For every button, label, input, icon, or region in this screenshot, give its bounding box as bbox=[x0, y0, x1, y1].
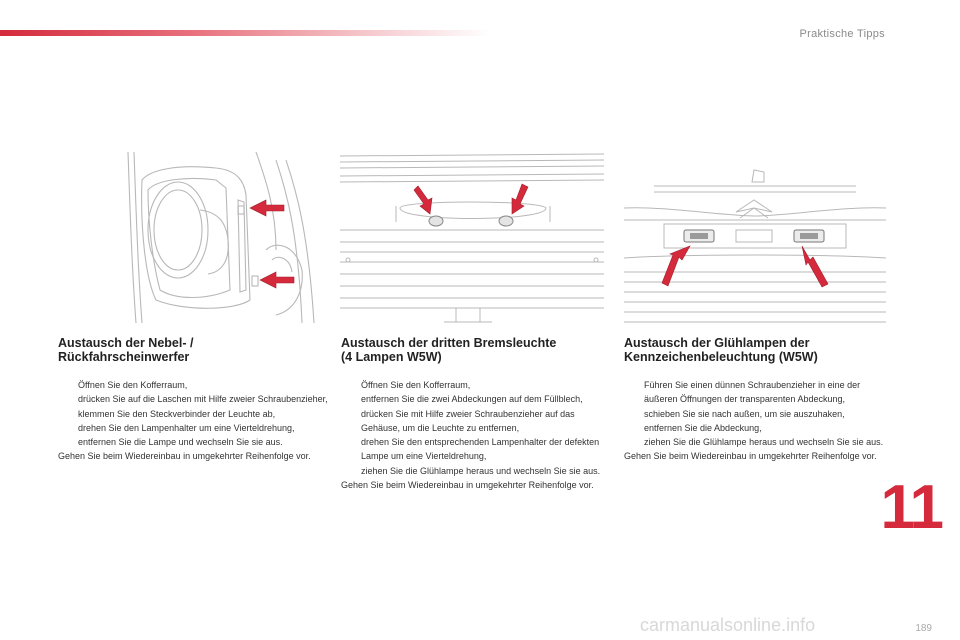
top-accent-bar bbox=[0, 30, 490, 36]
step-item bbox=[624, 421, 894, 435]
step-item bbox=[58, 407, 328, 421]
step-item bbox=[624, 407, 894, 421]
step-item bbox=[341, 464, 611, 478]
rear-lamp-illustration bbox=[126, 150, 318, 325]
section-heading bbox=[58, 336, 328, 364]
heading-line: (4 Lampen W5W) bbox=[341, 350, 442, 364]
plate-light-illustration bbox=[624, 168, 886, 325]
column-third-brake-light bbox=[341, 336, 611, 492]
step-text: entfernen Sie die Lampe und wechseln Sie sie aus. bbox=[78, 437, 283, 448]
section-heading bbox=[624, 336, 894, 364]
section-label: Praktische Tipps bbox=[799, 28, 885, 40]
third-brake-light-illustration bbox=[340, 150, 604, 325]
step-item bbox=[58, 392, 328, 406]
step-list bbox=[58, 378, 328, 449]
heading-line: Austausch der Glühlampen der bbox=[624, 336, 810, 350]
reassembly-note: Gehen Sie beim Wiedereinbau in umgekehrter Reihenfolge vor. bbox=[341, 480, 594, 491]
step-item bbox=[624, 435, 894, 449]
step-text: drücken Sie auf die Laschen mit Hilfe zweier Schraubenzieher, bbox=[78, 394, 328, 405]
step-text: drücken Sie mit Hilfe zweier Schraubenzieher auf das Gehäuse, um die Leuchte zu entfernen, bbox=[361, 408, 575, 433]
step-text: drehen Sie den entsprechenden Lampenhalter der defekten Lampe um eine Vierteldrehung, bbox=[361, 437, 600, 462]
step-text: ziehen Sie die Glühlampe heraus und wechseln Sie sie aus. bbox=[644, 437, 884, 448]
column-fog-reversing-lamp bbox=[58, 336, 328, 464]
step-text: Öffnen Sie den Kofferraum, bbox=[361, 380, 471, 390]
reassembly-note: Gehen Sie beim Wiedereinbau in umgekehrter Reihenfolge vor. bbox=[624, 451, 877, 462]
step-item bbox=[341, 407, 611, 436]
step-text: ziehen Sie die Glühlampe heraus und wechseln Sie sie aus. bbox=[361, 465, 601, 476]
step-text: entfernen Sie die Abdeckung, bbox=[644, 422, 762, 433]
step-text: Öffnen Sie den Kofferraum, bbox=[78, 380, 188, 390]
step-text: entfernen Sie die zwei Abdeckungen auf dem Füllblech, bbox=[361, 394, 583, 405]
heading-line: Kennzeichenbeleuchtung (W5W) bbox=[624, 350, 818, 364]
step-item bbox=[624, 378, 894, 407]
step-item bbox=[341, 392, 611, 406]
step-item bbox=[58, 378, 328, 392]
section-heading bbox=[341, 336, 611, 364]
watermark: carmanualsonline.info bbox=[640, 615, 816, 635]
heading-line: Austausch der dritten Bremsleuchte bbox=[341, 336, 557, 350]
step-item bbox=[341, 378, 611, 392]
step-item bbox=[58, 421, 328, 435]
step-text: klemmen Sie den Steckverbinder der Leuchte ab, bbox=[78, 408, 276, 419]
step-text: schieben Sie sie nach außen, um sie auszuhaken, bbox=[644, 408, 845, 419]
column-plate-lighting bbox=[624, 336, 894, 464]
step-list bbox=[624, 378, 894, 449]
step-text: Führen Sie einen dünnen Schraubenzieher in eine der äußeren Öffnungen der transparenten Abdeckung, bbox=[644, 380, 861, 405]
page-number: 189 bbox=[915, 623, 932, 634]
reassembly-note: Gehen Sie beim Wiedereinbau in umgekehrter Reihenfolge vor. bbox=[58, 451, 311, 462]
step-item bbox=[341, 435, 611, 464]
heading-line: Rückfahrscheinwerfer bbox=[58, 350, 190, 364]
chapter-number: 11 bbox=[880, 473, 942, 542]
step-list bbox=[341, 378, 611, 478]
step-item bbox=[58, 435, 328, 449]
step-text: drehen Sie den Lampenhalter um eine Vierteldrehung, bbox=[78, 422, 295, 433]
heading-line: Austausch der Nebel- / bbox=[58, 336, 194, 350]
